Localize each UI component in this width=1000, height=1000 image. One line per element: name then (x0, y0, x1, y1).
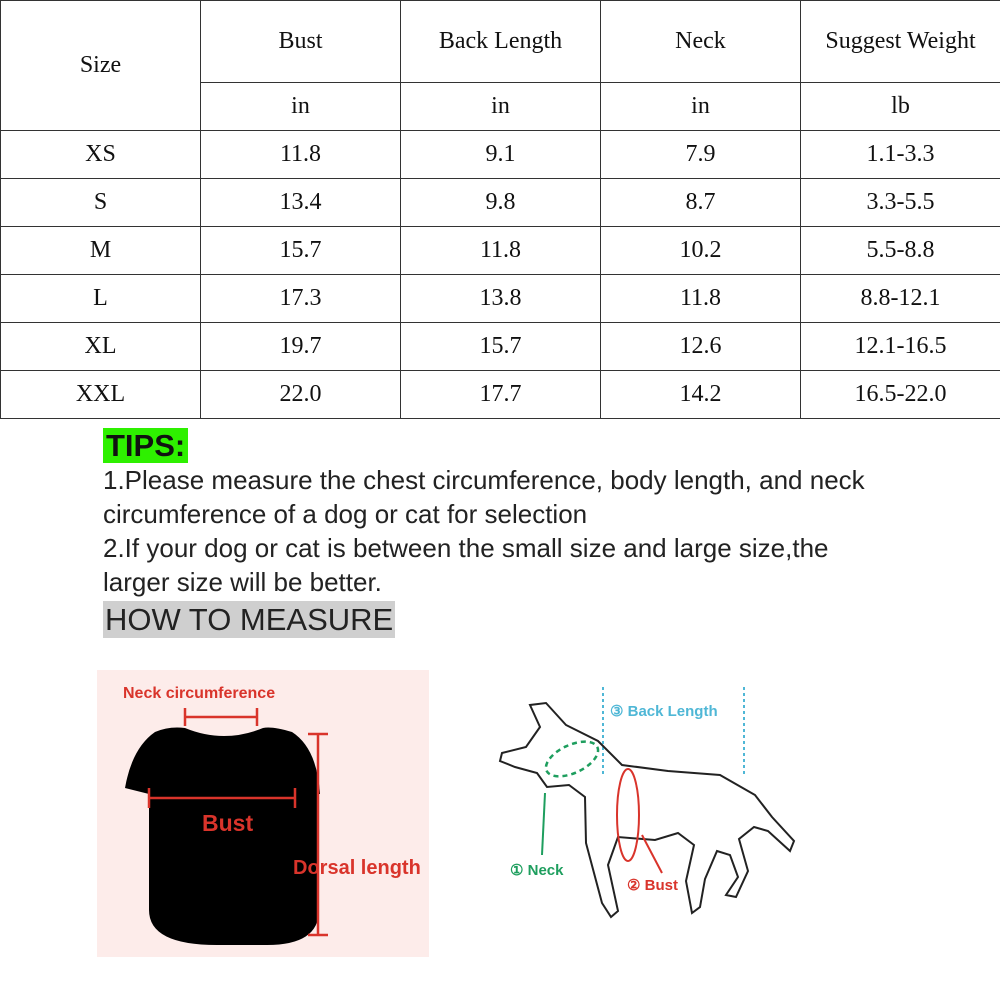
column-header-back-length: Back Length (401, 1, 601, 83)
table-cell-bust: 22.0 (201, 371, 401, 419)
dog-bust-label: ② Bust (627, 877, 678, 894)
table-cell-back-length: 17.7 (401, 371, 601, 419)
unit-back-length: in (401, 83, 601, 131)
table-row (1, 323, 1000, 371)
table-cell-back-length: 13.8 (401, 275, 601, 323)
table-cell-weight: 1.1-3.3 (801, 131, 1000, 179)
table-row (1, 275, 1000, 323)
table-cell-neck: 12.6 (601, 323, 801, 371)
table-cell-bust: 17.3 (201, 275, 401, 323)
bust-label: Bust (202, 810, 254, 836)
table-cell-back-length: 15.7 (401, 323, 601, 371)
tip-line-2: circumference of a dog or cat for selection (103, 499, 588, 529)
table-cell-back-length: 11.8 (401, 227, 601, 275)
table-cell-neck: 10.2 (601, 227, 801, 275)
table-cell-weight: 16.5-22.0 (801, 371, 1000, 419)
tip-line-3: 2.If your dog or cat is between the small size and large size,the (103, 533, 829, 563)
column-header-suggest-weight: Suggest Weight (801, 1, 1000, 83)
dog-diagram-svg (490, 675, 810, 925)
table-cell-size: XXL (1, 371, 201, 419)
shirt-silhouette (125, 728, 320, 946)
size-chart-table (0, 0, 1000, 419)
table-cell-weight: 8.8-12.1 (801, 275, 1000, 323)
column-header-bust: Bust (201, 1, 401, 83)
dog-neck-label: ① Neck (510, 862, 564, 879)
table-cell-back-length: 9.1 (401, 131, 601, 179)
table-row (1, 131, 1000, 179)
table-cell-size: S (1, 179, 201, 227)
size-header: Size (1, 1, 201, 131)
table-cell-bust: 11.8 (201, 131, 401, 179)
unit-neck: in (601, 83, 801, 131)
table-row (1, 179, 1000, 227)
table-cell-bust: 15.7 (201, 227, 401, 275)
how-to-measure-heading: HOW TO MEASURE (105, 602, 394, 637)
table-cell-bust: 19.7 (201, 323, 401, 371)
neck-measure-line (185, 708, 257, 726)
table-row (1, 227, 1000, 275)
table-cell-weight: 5.5-8.8 (801, 227, 1000, 275)
table-cell-size: XS (1, 131, 201, 179)
table-cell-back-length: 9.8 (401, 179, 601, 227)
back-length-label: ③ Back Length (610, 703, 718, 720)
table-cell-size: XL (1, 323, 201, 371)
unit-bust: in (201, 83, 401, 131)
bust-measure-ring (617, 769, 639, 861)
unit-suggest-weight: lb (801, 83, 1000, 131)
table-cell-size: M (1, 227, 201, 275)
dorsal-length-label: Dorsal length (293, 857, 421, 879)
tip-line-1: 1.Please measure the chest circumference, body length, and neck (103, 465, 865, 495)
table-cell-neck: 7.9 (601, 131, 801, 179)
dog-measure-diagram (490, 675, 810, 925)
column-header-neck: Neck (601, 1, 801, 83)
shirt-measure-diagram (97, 670, 429, 957)
table-cell-neck: 8.7 (601, 179, 801, 227)
table-row (1, 371, 1000, 419)
tips-section (103, 428, 983, 638)
table-cell-neck: 14.2 (601, 371, 801, 419)
neck-pointer (542, 793, 545, 855)
table-cell-weight: 12.1-16.5 (801, 323, 1000, 371)
tips-title: TIPS: (103, 428, 188, 463)
table-cell-size: L (1, 275, 201, 323)
neck-measure-ring (541, 734, 604, 783)
table-cell-bust: 13.4 (201, 179, 401, 227)
shirt-diagram-svg (97, 670, 429, 957)
neck-circumference-label: Neck circumference (123, 685, 276, 702)
table-cell-weight: 3.3-5.5 (801, 179, 1000, 227)
tip-line-4: larger size will be better. (103, 567, 382, 597)
table-cell-neck: 11.8 (601, 275, 801, 323)
